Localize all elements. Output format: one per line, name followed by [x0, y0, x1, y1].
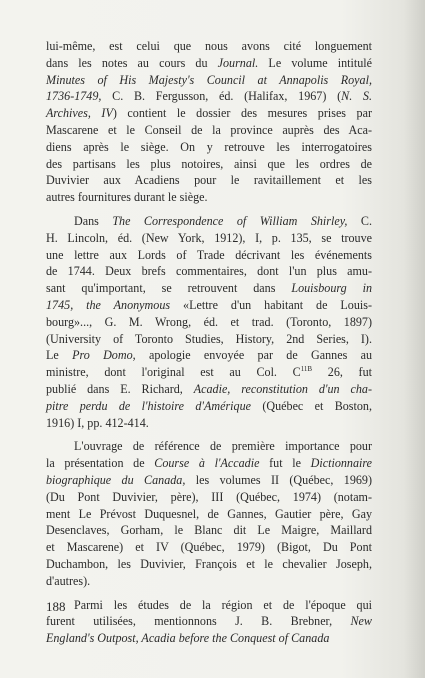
- text-line: [46, 522, 372, 539]
- text-segment: H. Lincoln, éd. (New York, 1912), I, p. 135, se trouve: [46, 230, 372, 245]
- italic-text: pitre perdu de l'histoire d'Amérique: [46, 398, 252, 413]
- text-segment: une lettre aux Lords of Trade décrivant les événements: [46, 247, 372, 262]
- italic-text: N. S.: [341, 89, 372, 104]
- text-line: [46, 347, 372, 364]
- text-segment: fut le: [259, 456, 311, 471]
- text-segment: C. B. Fergusson, éd. (Halifax, 1967) (: [101, 89, 342, 104]
- text-line: [46, 172, 372, 189]
- italic-text: 1745, the Anonymous: [46, 297, 171, 312]
- text-line: [46, 156, 372, 173]
- text-segment: ministre, dont l'original est au Col. C: [46, 365, 301, 380]
- paragraph: [46, 38, 372, 206]
- text-line: [46, 230, 372, 247]
- text-line: [46, 398, 372, 415]
- text-segment: Mascarene et le Conseil de la province auprès des Aca-: [46, 122, 372, 137]
- text-segment: publié dans E. Richard,: [46, 381, 194, 396]
- text-line: [46, 556, 372, 573]
- text-segment: et Mascarene) et IV (Québec, 1979) (Bigot, Du Pont: [46, 540, 372, 555]
- page-number: 188: [46, 599, 66, 614]
- text-line: [46, 455, 372, 472]
- text-segment: C.: [347, 213, 372, 228]
- text-line: [46, 213, 372, 230]
- text-line: [46, 314, 372, 331]
- text-segment: bourg»..., G. M. Wrong, éd. et trad. (Toronto, 1897): [46, 314, 372, 329]
- text-segment: furent utilisées, mentionnons J. B. Brebner,: [46, 614, 351, 629]
- text-line: [46, 472, 372, 489]
- text-line: [46, 189, 372, 206]
- superscript-text: 11B: [300, 365, 313, 374]
- text-segment: Desenclaves, Gorham, le Blanc dit Le Maigre, Maillard: [46, 523, 372, 538]
- text-segment: (Du Pont Duvivier, père), III (Québec, 1974) (notam-: [46, 489, 372, 504]
- text-line: [46, 506, 372, 523]
- paragraph: [46, 438, 372, 589]
- text-line: [46, 280, 372, 297]
- italic-text: 1736-1749,: [46, 89, 102, 104]
- text-line: [46, 415, 372, 432]
- text-line: [46, 105, 372, 122]
- text-line: [46, 539, 372, 556]
- italic-text: Journal.: [217, 55, 259, 70]
- italic-text: The Correspondence of William Shirley,: [112, 213, 348, 228]
- text-segment: ) contient le dossier des mesures prises par: [112, 106, 372, 121]
- text-segment: des partisans les plus notoires, ainsi que les ordres de: [46, 156, 372, 171]
- italic-text: Acadie, reconstitution d'un cha-: [193, 381, 372, 396]
- text-line: [46, 613, 372, 630]
- text-segment: (University of Toronto Studies, History, 2nd Series, I).: [46, 331, 372, 346]
- text-segment: autres fournitures durant le siège.: [46, 190, 208, 205]
- italic-text: Archives, IV: [46, 106, 113, 121]
- text-segment: la présentation de: [46, 456, 155, 471]
- italic-text: Louisbourg in: [291, 281, 373, 296]
- text-segment: Le volume intitulé: [258, 55, 372, 70]
- italic-text: England's Outpost, Acadia before the Conquest of Canada: [46, 631, 330, 646]
- italic-text: Minutes of His Majesty's Council at Annapolis Royal,: [46, 72, 372, 87]
- text-segment: sant qu'important, se retrouvent dans: [46, 281, 292, 296]
- paragraph: [46, 213, 372, 431]
- text-line: [46, 381, 372, 398]
- text-segment: Duvivier aux Acadiens pour le ravitaillement et les: [46, 173, 372, 188]
- text-line: [46, 573, 372, 590]
- text-line: [46, 122, 372, 139]
- text-segment: «Lettre d'un habitant de Louis-: [170, 297, 372, 312]
- text-line: [46, 597, 372, 614]
- body-text: [46, 38, 372, 647]
- text-segment: 26, fut: [312, 365, 372, 380]
- text-segment: diens après le siège. On y retrouve les interrogatoires: [46, 139, 372, 154]
- text-line: [46, 38, 372, 55]
- text-segment: les volumes II (Québec, 1969): [185, 472, 372, 487]
- text-segment: Parmi les études de la région et de l'époque qui: [74, 597, 372, 612]
- text-segment: de 1744. Deux brefs commentaires, dont l'un plus amu-: [46, 264, 372, 279]
- text-segment: Le: [46, 348, 73, 363]
- text-segment: 1916) I, pp. 412-414.: [46, 415, 149, 430]
- text-line: [46, 489, 372, 506]
- italic-text: Pro Domo,: [72, 348, 136, 363]
- text-line: [46, 364, 372, 381]
- text-line: [46, 297, 372, 314]
- text-segment: Duchambon, les Duvivier, François et le chevalier Joseph,: [46, 556, 372, 571]
- text-segment: lui-même, est celui que nous avons cité longuement: [46, 39, 372, 53]
- text-segment: ment Le Prévost Duquesnel, de Gannes, Gautier père, Gay: [46, 506, 372, 521]
- text-line: [46, 139, 372, 156]
- italic-text: New: [350, 614, 372, 629]
- text-line: [46, 263, 372, 280]
- text-segment: L'ouvrage de référence de première importance pour: [74, 439, 372, 454]
- text-segment: (Québec et Boston,: [251, 398, 372, 413]
- italic-text: Dictionnaire: [310, 456, 372, 471]
- text-line: [46, 55, 372, 72]
- text-line: [46, 247, 372, 264]
- text-segment: apologie envoyée par de Gannes au: [135, 348, 372, 363]
- text-line: [46, 630, 372, 647]
- text-line: [46, 72, 372, 89]
- text-line: [46, 438, 372, 455]
- text-line: [46, 331, 372, 348]
- text-segment: dans les notes au cours du: [46, 55, 218, 70]
- italic-text: Course à l'Accadie: [154, 456, 260, 471]
- text-segment: d'autres).: [46, 573, 91, 588]
- text-segment: Dans: [74, 213, 113, 228]
- text-line: [46, 88, 372, 105]
- italic-text: biographique du Canada,: [46, 472, 186, 487]
- paragraph: [46, 597, 372, 647]
